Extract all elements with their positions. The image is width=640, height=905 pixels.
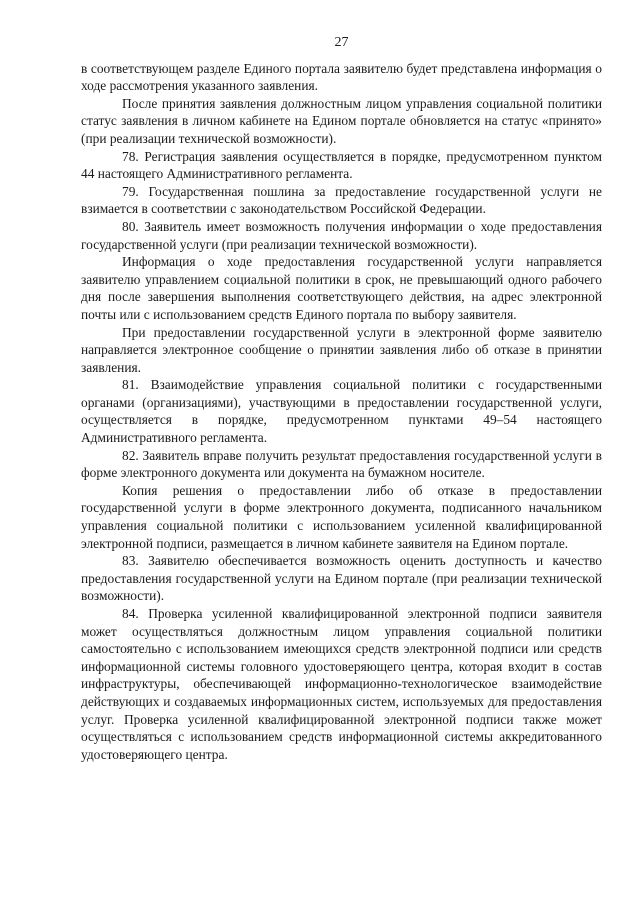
paragraph-status-update: После принятия заявления должностным лицом управления социальной политики статус заявления в личном кабинете на Едином портале обновляется на статус «принято» (при реализации технической возможности). (81, 95, 602, 146)
paragraph-electronic-message: При предоставлении государственной услуги в электронной форме заявителю направляется электронное сообщение о принятии заявления либо об отказе в принятии заявления. (81, 324, 602, 375)
paragraph-continuation: в соответствующем разделе Единого портала заявителю будет представлена информация о ходе рассмотрения указанного заявления. (81, 60, 602, 94)
paragraph-decision-copy: Копия решения о предоставлении либо об отказе в предоставлении государственной услуги в форме электронного документа, подписанного начальником управления социальной политики с использованием усиленной квалифицированной электронной подписи, размещается в личном кабинете заявителя на Едином портале. (81, 482, 602, 551)
page-number: 27 (334, 35, 349, 50)
paragraph-84: 84. Проверка усиленной квалифицированной электронной подписи заявителя может осуществляться должностным лицом управления социальной политики самостоятельно с использованием имеющихся средств электронной подписи или средств информационной системы головного удостоверяющего центра, которая входит в состав инфраструктуры, обеспечивающей информационно-технологическое взаимодействие действующих и создаваемых информационных систем, используемых для предоставления услуг. Проверка усиленной квалифицированной электронной подписи также может осуществляться с использованием средств информационной системы аккредитованного удостоверяющего центра. (81, 606, 602, 762)
paragraph-progress-info: Информация о ходе предоставления государственной услуги направляется заявителю управлением социальной политики в срок, не превышающий одного рабочего дня после завершения выполнения соответствующего действия, на адрес электронной почты или с использованием средств Единого портала по выбору заявителя. (81, 254, 602, 322)
paragraph-83: 83. Заявителю обеспечивается возможность оценить доступность и качество предоставления государственной услуги на Едином портале (при реализации технической возможности). (81, 553, 602, 604)
paragraph-82: 82. Заявитель вправе получить результат предоставления государственной услуги в форме электронного документа или документа на бумажном носителе. (81, 447, 602, 481)
paragraph-79: 79. Государственная пошлина за предоставление государственной услуги не взимается в соответствии с законодательством Российской Федерации. (81, 183, 602, 217)
paragraph-81: 81. Взаимодействие управления социальной политики с государственными органами (организациями), участвующими в предоставлении государственной услуги, осуществляется в порядке, предусмотренном пунктами 49–54 настоящего Административного регламента. (81, 377, 602, 446)
paragraph-78: 78. Регистрация заявления осуществляется в порядке, предусмотренном пунктом 44 настоящего Административного регламента. (81, 148, 602, 182)
paragraph-80: 80. Заявитель имеет возможность получения информации о ходе предоставления государственной услуги (при реализации технической возможности). (81, 218, 602, 252)
